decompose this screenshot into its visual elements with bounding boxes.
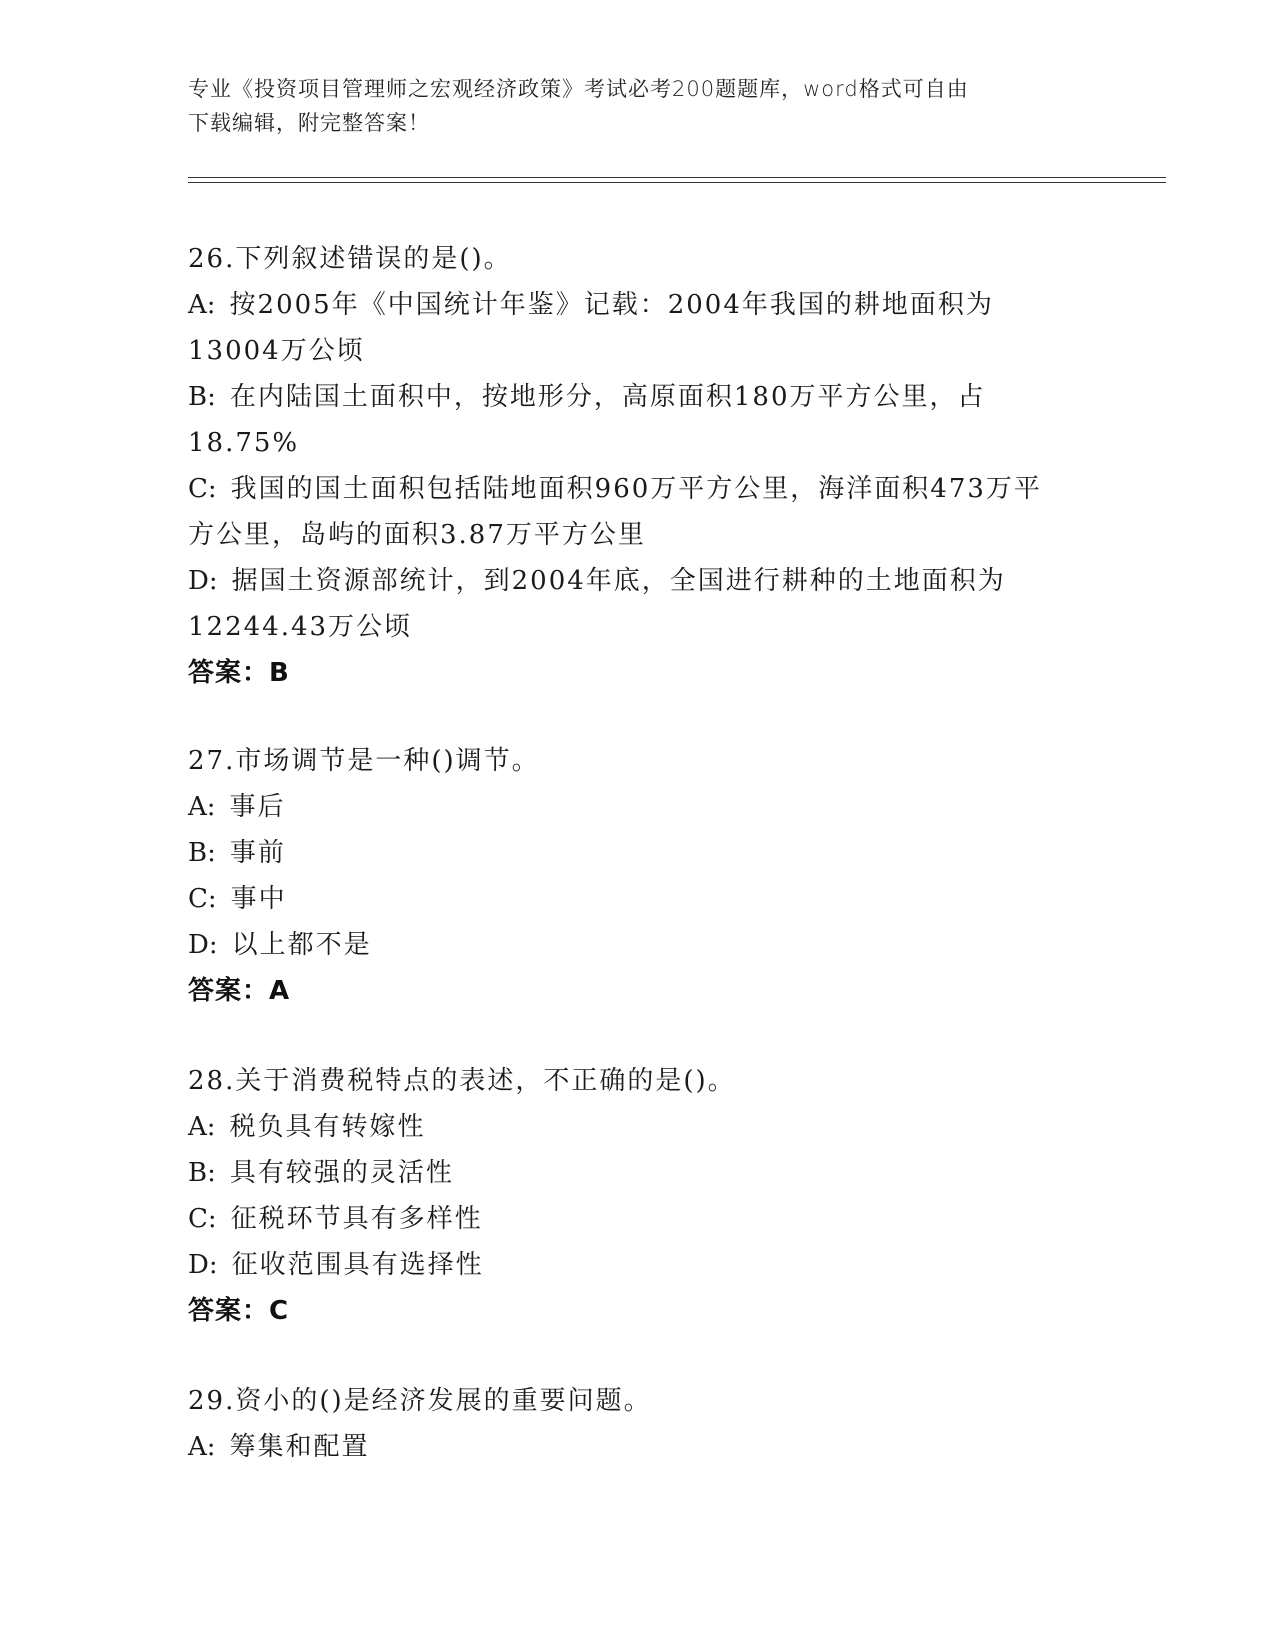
header-line-1: 专业《投资项目管理师之宏观经济政策》考试必考200题题库，word格式可自由 [188, 77, 969, 101]
option-text: 在内陆国土面积中，按地形分，高原面积180万平方公里，占 [229, 382, 986, 412]
header-divider-top [188, 177, 1166, 178]
option-a [188, 1424, 1088, 1470]
question-26 [188, 236, 1088, 696]
question-title: 28.关于消费税特点的表述，不正确的是()。 [188, 1066, 736, 1096]
option-key: B: [188, 1158, 216, 1188]
option-b [188, 374, 1088, 420]
header-divider-bottom [188, 182, 1166, 183]
question-27 [188, 738, 1088, 1014]
option-key: D: [188, 930, 218, 960]
option-text: 事后 [229, 792, 286, 822]
option-text: 税负具有转嫁性 [229, 1112, 426, 1142]
option-key: D: [188, 1250, 218, 1280]
option-key: A: [188, 1112, 216, 1142]
option-a [188, 784, 1088, 830]
option-c [188, 1196, 1088, 1242]
option-d-continued: 12244.43万公顷 [188, 612, 413, 642]
option-key: A: [188, 792, 216, 822]
option-key: C: [188, 884, 217, 914]
option-text: 事中 [230, 884, 287, 914]
option-text: 事前 [229, 838, 286, 868]
option-text: 按2005年《中国统计年鉴》记载：2004年我国的耕地面积为 [229, 290, 994, 320]
option-key: C: [188, 1204, 217, 1234]
option-c-continued: 方公里，岛屿的面积3.87万平方公里 [188, 520, 646, 550]
question-title: 26.下列叙述错误的是()。 [188, 244, 512, 274]
option-d [188, 1242, 1088, 1288]
option-key: A: [188, 1432, 216, 1462]
option-text: 征收范围具有选择性 [231, 1250, 484, 1280]
option-text: 筹集和配置 [229, 1432, 370, 1462]
option-a [188, 1104, 1088, 1150]
option-text: 具有较强的灵活性 [229, 1158, 454, 1188]
option-key: D: [188, 566, 218, 596]
answer-label: 答案：B [188, 658, 290, 688]
document-header [188, 72, 1088, 140]
option-key: A: [188, 290, 216, 320]
option-c [188, 876, 1088, 922]
question-28 [188, 1058, 1088, 1334]
option-a-continued: 13004万公顷 [188, 336, 365, 366]
option-text: 据国土资源部统计，到2004年底，全国进行耕种的土地面积为 [231, 566, 1006, 596]
answer-label: 答案：A [188, 976, 291, 1006]
option-a [188, 282, 1088, 328]
option-b [188, 1150, 1088, 1196]
option-b-continued: 18.75% [188, 428, 300, 458]
option-d [188, 922, 1088, 968]
option-text: 以上都不是 [231, 930, 372, 960]
option-d [188, 558, 1088, 604]
option-text: 征税环节具有多样性 [230, 1204, 483, 1234]
option-key: C: [188, 474, 217, 504]
option-key: B: [188, 382, 216, 412]
answer-label: 答案：C [188, 1296, 290, 1326]
option-key: B: [188, 838, 216, 868]
question-29 [188, 1378, 1088, 1470]
option-b [188, 830, 1088, 876]
option-c [188, 466, 1088, 512]
header-line-2: 下载编辑，附完整答案！ [188, 111, 430, 135]
question-title: 27.市场调节是一种()调节。 [188, 746, 540, 776]
option-text: 我国的国土面积包括陆地面积960万平方公里，海洋面积473万平 [230, 474, 1042, 504]
question-title: 29.资小的()是经济发展的重要问题。 [188, 1386, 652, 1416]
